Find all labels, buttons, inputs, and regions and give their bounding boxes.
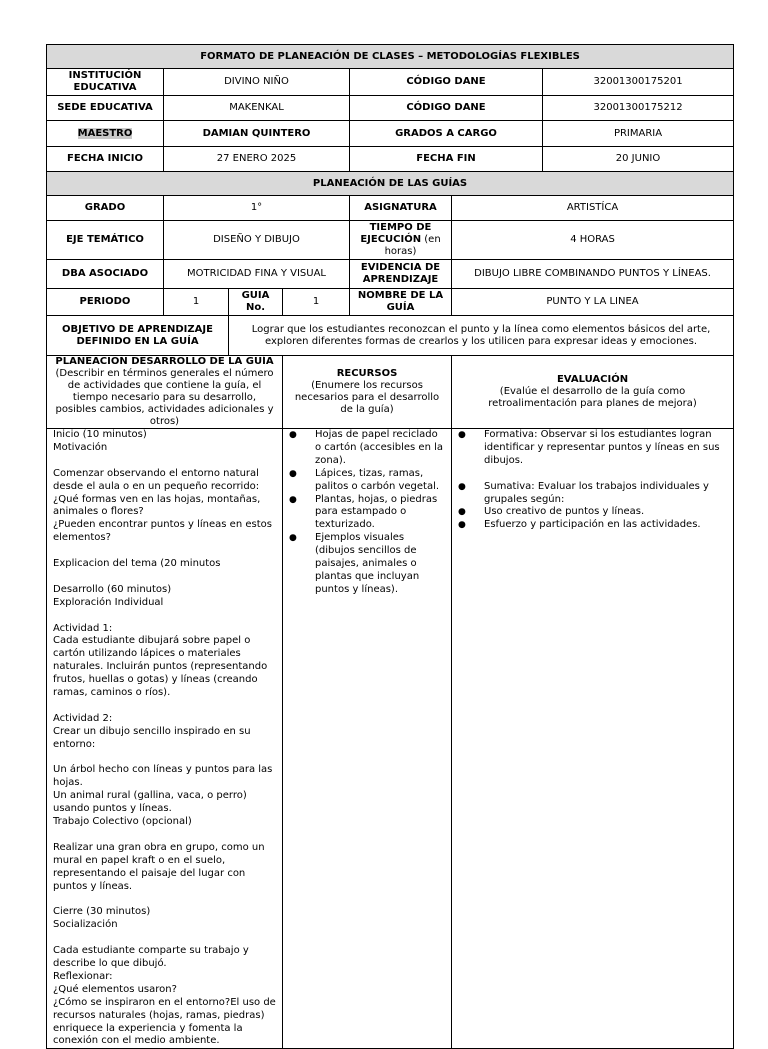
desarrollo-gap xyxy=(53,932,278,945)
objetivo-label: OBJETIVO DE APRENDIZAJE DEFINIDO EN LA GUÍA xyxy=(47,316,229,356)
maestro-value: DAMIAN QUINTERO xyxy=(164,121,350,147)
desarrollo-line-20: Trabajo Colectivo (opcional) xyxy=(53,816,192,828)
desarrollo-subtitle: (Describir en términos generales el número de actividades que contiene la guía, el tiempo necesario para su desarrollo, posibles cambios, actividades adicionales y otros) xyxy=(55,368,274,427)
institucion-label: INSTITUCIÓN EDUCATIVA xyxy=(47,69,164,96)
desarrollo-gap xyxy=(53,700,278,713)
tiempo-value: 4 HORAS xyxy=(452,221,734,260)
dane2-value: 32001300175212 xyxy=(543,96,734,121)
desarrollo-line-10: Exploración Individual xyxy=(53,596,164,608)
desarrollo-gap xyxy=(53,894,278,907)
nombre-value: PUNTO Y LA LINEA xyxy=(452,289,734,316)
desarrollo-line-18: Un árbol hecho con líneas y puntos para las hojas. xyxy=(53,764,273,789)
evaluacion-title: EVALUACIÓN xyxy=(556,374,629,385)
dane1-label: CÓDIGO DANE xyxy=(350,69,543,96)
asignatura-value: ARTISTÍCA xyxy=(452,196,734,221)
evaluacion-item: ● Esfuerzo y participación en las actividades. xyxy=(454,519,727,532)
desarrollo-line-16: Crear un dibujo sencillo inspirado en su entorno: xyxy=(53,725,251,750)
institucion-value: DIVINO NIÑO xyxy=(164,69,350,96)
tiempo-label xyxy=(350,221,452,260)
fecha-fin-value: 20 JUNIO xyxy=(543,147,734,172)
desarrollo-line-1: Motivación xyxy=(53,441,108,453)
objetivo-value: Lograr que los estudiantes reconozcan el punto y la línea como elementos básicos del arte, exploren diferentes formas de crearlos y los utilicen para expresar ideas y emociones. xyxy=(229,316,734,356)
desarrollo-line-4: ¿Qué formas ven en las hojas, montañas, animales o flores? xyxy=(53,493,261,518)
recursos-header xyxy=(283,356,452,429)
dane2-label: CÓDIGO DANE xyxy=(350,96,543,121)
maestro-label-cell xyxy=(47,121,164,147)
desarrollo-line-25: Socialización xyxy=(53,919,118,931)
dane1-value: 32001300175201 xyxy=(543,69,734,96)
grado-value: 1° xyxy=(164,196,350,221)
fecha-inicio-label: FECHA INICIO xyxy=(47,147,164,172)
section-title: PLANEACIÓN DE LAS GUÍAS xyxy=(47,172,734,196)
nombre-label: NOMBRE DE LA GUÍA xyxy=(350,289,452,316)
sede-value: MAKENKAL xyxy=(164,96,350,121)
recursos-item: ● Plantas, hojas, o piedras para estampado o texturizado. xyxy=(285,494,445,533)
desarrollo-line-27: Cada estudiante comparte su trabajo y describe lo que dibujó. xyxy=(53,945,249,970)
desarrollo-line-7: Explicacion del tema (20 minutos xyxy=(53,558,221,570)
sede-label: SEDE EDUCATIVA xyxy=(47,96,164,121)
evaluacion-item: ● Formativa: Observar si los estudiantes logran identificar y representar puntos y líneas en sus dibujos. xyxy=(454,429,727,468)
maestro-label: MAESTRO xyxy=(77,127,133,139)
recursos-list xyxy=(285,429,445,597)
dba-label: DBA ASOCIADO xyxy=(47,260,164,289)
desarrollo-gap xyxy=(53,610,278,623)
desarrollo-line-29: ¿Qué elementos usaron? xyxy=(53,983,177,995)
tiempo-label-bold: TIEMPO DE EJECUCIÓN xyxy=(360,222,432,245)
periodo-value: 1 xyxy=(164,289,229,316)
evidencia-value: DIBUJO LIBRE COMBINANDO PUNTOS Y LÍNEAS. xyxy=(452,260,734,289)
desarrollo-line-12: Actividad 1: xyxy=(53,622,113,634)
desarrollo-gap xyxy=(53,752,278,765)
grados-label: GRADOS A CARGO xyxy=(350,121,543,147)
recursos-content xyxy=(283,429,452,1049)
recursos-item: ● Lápices, tizas, ramas, palitos o carbón vegetal. xyxy=(285,468,445,494)
grado-label: GRADO xyxy=(47,196,164,221)
lesson-plan-table xyxy=(46,44,734,1049)
desarrollo-line-15: Actividad 2: xyxy=(53,712,113,724)
desarrollo-line-22: Realizar una gran obra en grupo, como un mural en papel kraft o en el suelo, representando el paisaje del lugar con puntos y líneas. xyxy=(53,841,265,892)
recursos-item: ● Ejemplos visuales (dibujos sencillos de paisajes, animales o plantas que incluyan puntos y líneas). xyxy=(285,532,445,597)
evidencia-label: EVIDENCIA DE APRENDIZAJE xyxy=(350,260,452,289)
desarrollo-line-19: Un animal rural (gallina, vaca, o perro) usando puntos y líneas. xyxy=(53,790,247,815)
recursos-title: RECURSOS xyxy=(336,368,398,379)
evaluacion-subtitle: (Evalúe el desarrollo de la guía como retroalimentación para planes de mejora) xyxy=(488,386,697,409)
desarrollo-line-28: Reflexionar: xyxy=(53,970,113,982)
desarrollo-gap xyxy=(53,571,278,584)
desarrollo-line-13: Cada estudiante dibujará sobre papel o cartón utilizando lápices o materiales naturales. Incluirán puntos (representando frutos, huellas o gotas) y líneas (creando ramas, caminos o ríos). xyxy=(53,635,268,699)
evaluacion-list xyxy=(454,429,727,468)
eje-value: DISEÑO Y DIBUJO xyxy=(164,221,350,260)
recursos-item: ● Hojas de papel reciclado o cartón (accesibles en la zona). xyxy=(285,429,445,468)
periodo-label: PERIODO xyxy=(47,289,164,316)
desarrollo-gap xyxy=(53,545,278,558)
evaluacion-list xyxy=(454,481,727,533)
dba-value: MOTRICIDAD FINA Y VISUAL xyxy=(164,260,350,289)
desarrollo-title: PLANEACIÓN DESARROLLO DE LA GUÍA xyxy=(55,356,274,367)
desarrollo-line-24: Cierre (30 minutos) xyxy=(53,906,151,918)
evaluacion-item: ● Uso creativo de puntos y líneas. xyxy=(454,506,727,519)
guia-no-label: GUIA No. xyxy=(229,289,283,316)
tiempo-label-rest: (en horas) xyxy=(384,234,441,257)
fecha-inicio-value: 27 ENERO 2025 xyxy=(164,147,350,172)
lesson-plan-sheet xyxy=(46,44,733,1049)
evaluacion-item: ● Sumativa: Evaluar los trabajos individuales y grupales según: xyxy=(454,481,727,507)
eje-label: EJE TEMÁTICO xyxy=(47,221,164,260)
desarrollo-header xyxy=(47,356,283,429)
grados-value: PRIMARIA xyxy=(543,121,734,147)
desarrollo-line-5: ¿Pueden encontrar puntos y líneas en estos elementos? xyxy=(53,519,272,544)
desarrollo-line-0: Inicio (10 minutos) xyxy=(53,429,147,440)
evaluacion-header xyxy=(452,356,734,429)
desarrollo-gap xyxy=(53,829,278,842)
desarrollo-line-9: Desarrollo (60 minutos) xyxy=(53,583,172,595)
evaluacion-content xyxy=(452,429,734,1049)
desarrollo-line-3: Comenzar observando el entorno natural desde el aula o en un pequeño recorrido: xyxy=(53,467,260,492)
form-title: FORMATO DE PLANEACIÓN DE CLASES – METODOLOGÍAS FLEXIBLES xyxy=(47,45,734,69)
asignatura-label: ASIGNATURA xyxy=(350,196,452,221)
desarrollo-line-30: ¿Cómo se inspiraron en el entorno?El uso de recursos naturales (hojas, ramas, piedras) enriquece la experiencia y fomenta la conexión con el medio ambiente. xyxy=(53,996,276,1047)
recursos-subtitle: (Enumere los recursos necesarios para el desarrollo de la guía) xyxy=(294,380,440,415)
evaluacion-gap xyxy=(454,468,727,481)
desarrollo-gap xyxy=(53,455,278,468)
desarrollo-content xyxy=(47,429,283,1049)
fecha-fin-label: FECHA FIN xyxy=(350,147,543,172)
guia-no-value: 1 xyxy=(283,289,350,316)
